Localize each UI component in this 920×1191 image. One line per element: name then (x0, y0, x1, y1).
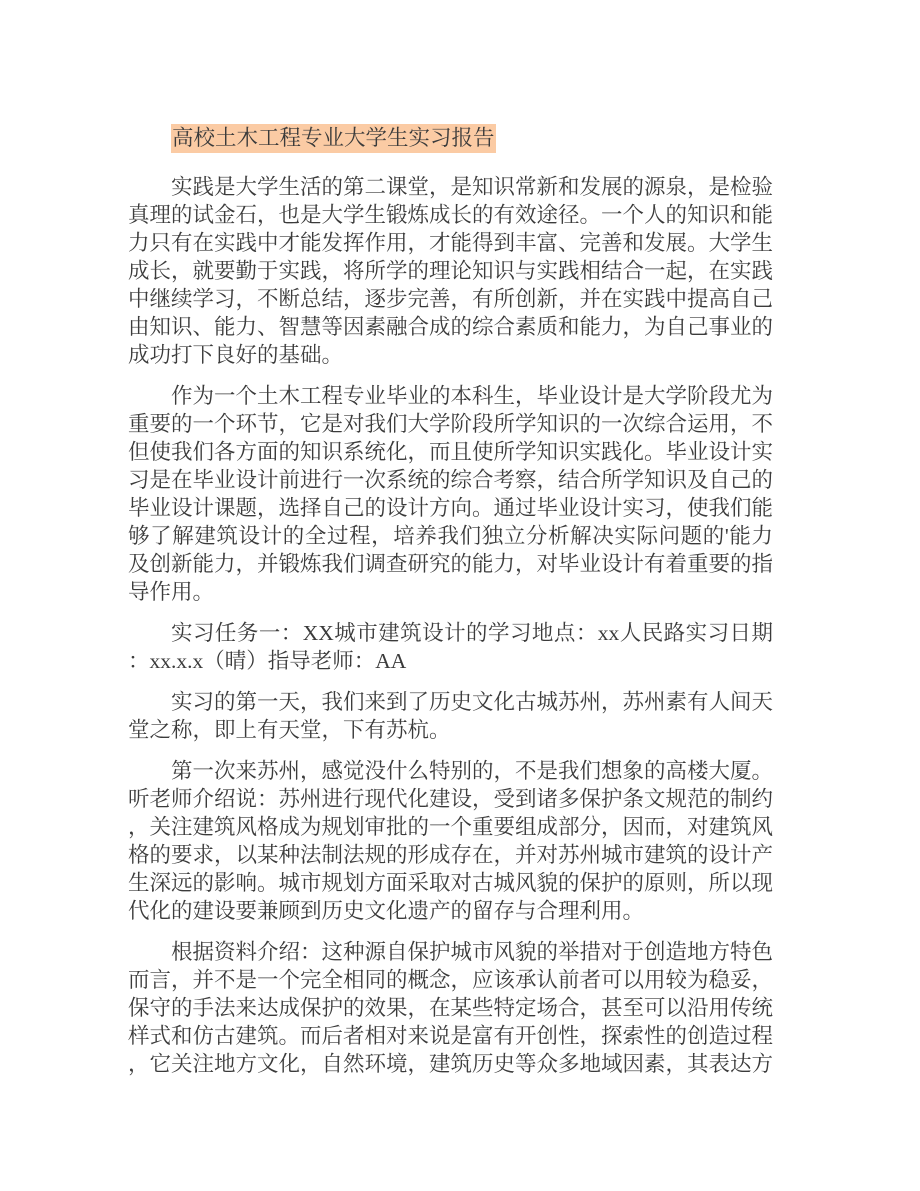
paragraph-2: 作为一个土木工程专业毕业的本科生，毕业设计是大学阶段尤为重要的一个环节，它是对我们大学阶段所学知识的一次综合运用，不但使我们各方面的知识系统化，而且使所学知识实践化。毕业设计实习是在毕业设计前进行一次系统的综合考察，结合所学知识及自己的毕业设计课题，选择自己的设计方向。通过毕业设计实习，使我们能够了解建筑设计的全过程，培养我们独立分析解决实际问题的'能力及创新能力，并锻炼我们调查研究的能力，对毕业设计有着重要的指导作用。 (128, 384, 774, 604)
document-content (128, 124, 773, 1078)
paragraph-1: 实践是大学生活的第二课堂，是知识常新和发展的源泉，是检验真理的试金石，也是大学生锻炼成长的有效途径。一个人的知识和能力只有在实践中才能发挥作用，才能得到丰富、完善和发展。大学生成长，就要勤于实践，将所学的理论知识与实践相结合一起，在实践中继续学习，不断总结，逐步完善，有所创新，并在实践中提高自己由知识、能力、智慧等因素融合成的综合素质和能力，为自己事业的成功打下良好的基础。 (128, 175, 774, 367)
paragraph-4: 实习的第一天，我们来到了历史文化古城苏州，苏州素有人间天堂之称，即上有天堂，下有苏杭。 (128, 690, 774, 742)
paragraph-6: 根据资料介绍：这种源自保护城市风貌的举措对于创造地方特色而言，并不是一个完全相同的概念，应该承认前者可以用较为稳妥，保守的手法来达成保护的效果，在某些特定场合，甚至可以沿用传统样式和仿古建筑。而后者相对来说是富有开创性，探索性的创造过程，它关注地方文化，自然环境，建筑历史等众多地域因素，其表达方 (128, 940, 774, 1076)
paragraph-5: 第一次来苏州，感觉没什么特别的，不是我们想象的高楼大厦。听老师介绍说：苏州进行现代化建设，受到诸多保护条文规范的制约，关注建筑风格成为规划审批的一个重要组成部分，因而，对建筑风格的要求，以某种法制法规的形成存在，并对苏州城市建筑的设计产生深远的影响。城市规划方面采取对古城风貌的保护的原则，所以现代化的建设要兼顾到历史文化遗产的留存与合理利用。 (128, 759, 774, 923)
paragraph-3: 实习任务一：XX城市建筑设计的学习地点：xx人民路实习日期：xx.x.x（晴）指导老师：AA (128, 621, 773, 673)
document-title-line (128, 124, 773, 152)
document-title: 高校土木工程专业大学生实习报告 (171, 124, 496, 153)
